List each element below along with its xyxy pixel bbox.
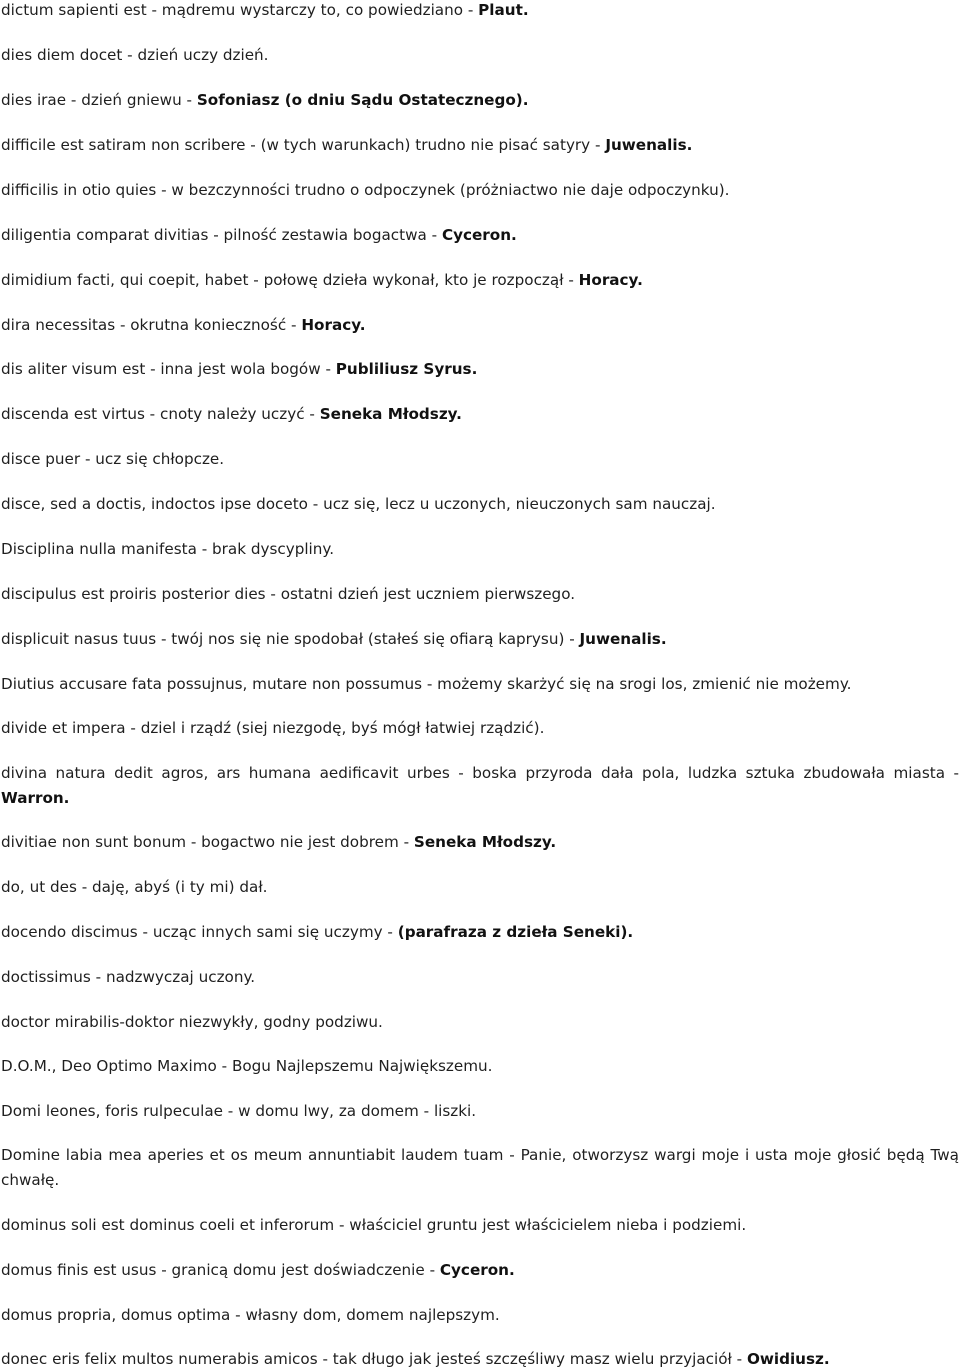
entry-author: Horacy. — [301, 316, 366, 334]
entry — [1, 830, 959, 855]
entry-text: domus finis est usus - granicą domu jest doświadczenie - — [1, 1261, 440, 1279]
entry-author: Cyceron. — [439, 1261, 515, 1279]
entry-author: Owidiusz. — [746, 1350, 830, 1368]
entry — [1, 313, 959, 338]
entry-text: Disciplina nulla manifesta - brak dyscypliny. — [1, 540, 335, 558]
entry — [1, 268, 959, 293]
entry-text: D.O.M., Deo Optimo Maximo - Bogu Najlepszemu Największemu. — [1, 1057, 493, 1075]
entry-author: Seneka Młodszy. — [413, 833, 557, 851]
entry-text: doctissimus - nadzwyczaj uczony. — [1, 968, 256, 986]
entry — [1, 1143, 959, 1192]
entry — [1, 223, 959, 248]
entry — [1, 1213, 959, 1238]
entry-author: Warron. — [1, 788, 70, 807]
entry-text: doctor mirabilis-doktor niezwykły, godny podziwu. — [1, 1013, 383, 1031]
entry-text: displicuit nasus tuus - twój nos się nie spodobał (stałeś się ofiarą kaprysu) - — [1, 630, 580, 648]
entry — [1, 582, 959, 607]
entry — [1, 492, 959, 517]
entry — [1, 1099, 959, 1124]
entry — [1, 875, 959, 900]
entry — [1, 537, 959, 562]
entry-text: divitiae non sunt bonum - bogactwo nie jest dobrem - — [1, 833, 414, 851]
entry — [1, 920, 959, 945]
entry-text: diligentia comparat divitias - pilność zestawia bogactwa - — [1, 226, 442, 244]
entry-text: discipulus est proiris posterior dies - ostatni dzień jest uczniem pierwszego. — [1, 585, 576, 603]
entry — [1, 43, 959, 68]
entry — [1, 761, 959, 810]
entry-text: disce puer - ucz się chłopcze. — [1, 450, 225, 468]
entry-author: Juwenalis. — [605, 136, 693, 154]
entry-text: dies diem docet - dzień uczy dzień. — [1, 46, 269, 64]
entry — [1, 88, 959, 113]
entry — [1, 357, 959, 382]
entry — [1, 716, 959, 741]
entry — [1, 627, 959, 652]
entry-author: Plaut. — [478, 1, 529, 19]
entry-author: (parafraza z dzieła Seneki). — [397, 923, 634, 941]
entry-text: difficilis in otio quies - w bezczynności trudno o odpoczynek (próżniactwo nie daje odpoczynku). — [1, 181, 730, 199]
entry-text: difficile est satiram non scribere - (w tych warunkach) trudno nie pisać satyry - — [1, 136, 606, 154]
entry — [1, 1347, 959, 1372]
entry-text: dimidium facti, qui coepit, habet - połowę dzieła wykonał, kto je rozpoczął - — [1, 271, 579, 289]
entry-text: donec eris felix multos numerabis amicos - tak długo jak jesteś szczęśliwy masz wielu przyjaciół - — [1, 1350, 747, 1368]
entry-text: do, ut des - daję, abyś (i ty mi) dał. — [1, 878, 268, 896]
entry — [1, 672, 959, 697]
entry-text: discenda est virtus - cnoty należy uczyć - — [1, 405, 320, 423]
entry-text: dictum sapienti est - mądremu wystarczy to, co powiedziano - — [1, 1, 479, 19]
entry-author: Cyceron. — [441, 226, 517, 244]
entry-author: Publiliusz Syrus. — [335, 360, 478, 378]
entry-text: dira necessitas - okrutna konieczność - — [1, 316, 302, 334]
entry — [1, 965, 959, 990]
entry — [1, 1258, 959, 1283]
entry-author: Horacy. — [578, 271, 643, 289]
entry-text: Domi leones, foris rulpeculae - w domu lwy, za domem - liszki. — [1, 1102, 477, 1120]
entry — [1, 178, 959, 203]
entry — [1, 133, 959, 158]
entry-text: divide et impera - dziel i rządź (siej niezgodę, byś mógł łatwiej rządzić). — [1, 719, 545, 737]
entry — [1, 402, 959, 427]
entry-author: Sofoniasz (o dniu Sądu Ostatecznego). — [196, 91, 529, 109]
entry — [1, 447, 959, 472]
entry — [1, 0, 959, 23]
entry — [1, 1054, 959, 1079]
entry-text: domus propria, domus optima - własny dom, domem najlepszym. — [1, 1306, 500, 1324]
entry — [1, 1010, 959, 1035]
entry-author: Juwenalis. — [579, 630, 667, 648]
entry-author: Seneka Młodszy. — [319, 405, 462, 423]
entry-text: dis aliter visum est - inna jest wola bogów - — [1, 360, 336, 378]
entry-text: Domine labia mea aperies et os meum annuntiabit laudem tuam - Panie, otworzysz wargi moje i usta moje głosić będą Twą chwałę. — [1, 1146, 959, 1189]
entry — [1, 1303, 959, 1328]
entry-text: Diutius accusare fata possujnus, mutare non possumus - możemy skarżyć się na srogi los, zmienić nie możemy. — [1, 675, 852, 693]
entry-text: docendo discimus - ucząc innych sami się uczymy - — [1, 923, 398, 941]
entry-text: disce, sed a doctis, indoctos ipse doceto - ucz się, lecz u uczonych, nieuczonych sam nauczaj. — [1, 495, 716, 513]
entry-text: dominus soli est dominus coeli et inferorum - właściciel gruntu jest właścicielem nieba i podziemi. — [1, 1216, 747, 1234]
entry-text: dies irae - dzień gniewu - — [1, 91, 197, 109]
entry-text: divina natura dedit agros, ars humana aedificavit urbes - boska przyroda dała pola, ludzka sztuka zbudowała miasta - — [1, 764, 959, 782]
